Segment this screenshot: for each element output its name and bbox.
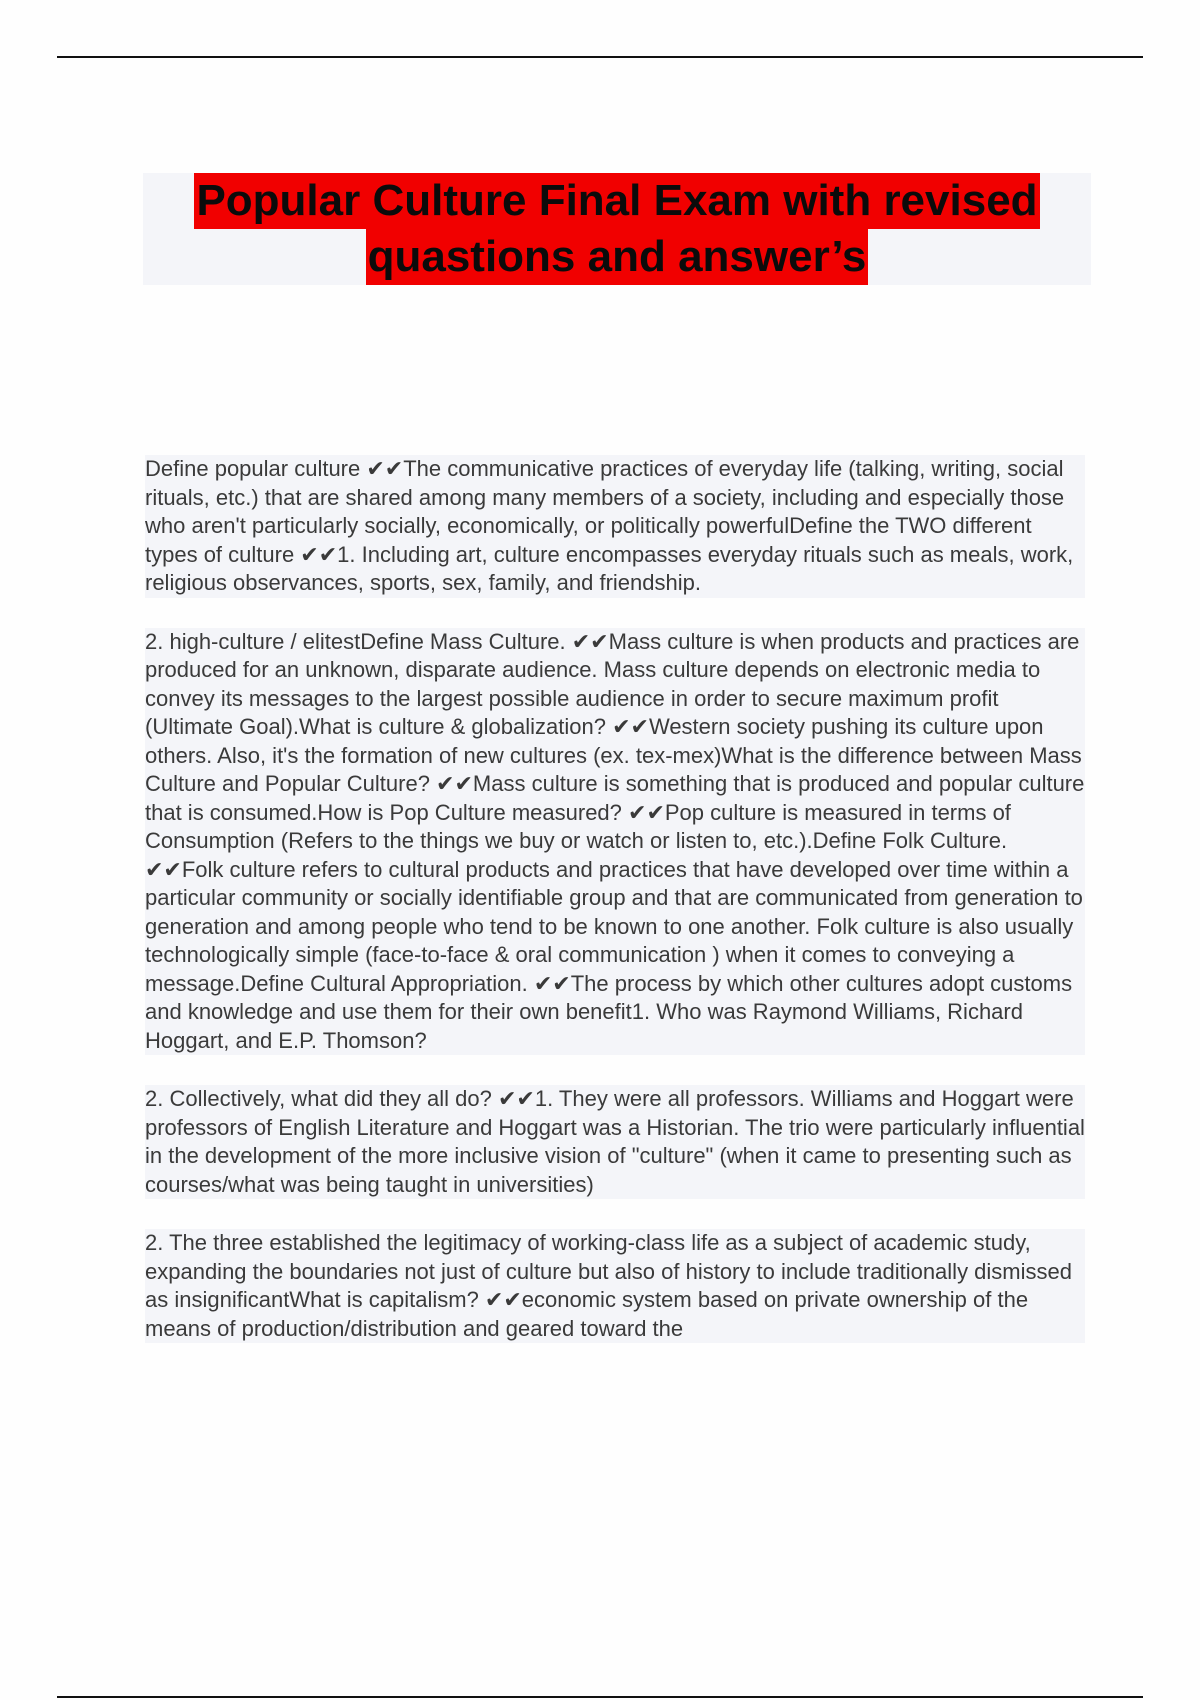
document-title <box>143 173 1091 285</box>
bottom-rule <box>57 1696 1143 1698</box>
document-body <box>145 455 1085 1373</box>
top-rule <box>57 56 1143 58</box>
paragraph-4: 2. The three established the legitimacy of working-class life as a subject of academic study, expanding the boundaries not just of culture but also of history to include traditionally dismissed as insignificantWhat is capitalism? ✔✔economic system based on private ownership of the means of production/distribution and geared toward the <box>145 1229 1085 1343</box>
paragraph-3: 2. Collectively, what did they all do? ✔✔1. They were all professors. Williams and Hoggart were professors of English Literature and Hoggart was a Historian. The trio were particularly influential in the development of the more inclusive vision of "culture" (when it came to presenting such as courses/what was being taught in universities) <box>145 1085 1085 1199</box>
paragraph-2: 2. high-culture / elitestDefine Mass Culture. ✔✔Mass culture is when products and practices are produced for an unknown, disparate audience. Mass culture depends on electronic media to convey its messages to the largest possible audience in order to secure maximum profit (Ultimate Goal).What is culture & globalization? ✔✔Western society pushing its culture upon others. Also, it's the formation of new cultures (ex. tex-mex)What is the difference between Mass Culture and Popular Culture? ✔✔Mass culture is something that is produced and popular culture that is consumed.How is Pop Culture measured? ✔✔Pop culture is measured in terms of Consumption (Refers to the things we buy or watch or listen to, etc.).Define Folk Culture. ✔✔Folk culture refers to cultural products and practices that have developed over time within a particular community or socially identifiable group and that are communicated from generation to generation and among people who tend to be known to one another. Folk culture is also usually technologically simple (face-to-face & oral communication ) when it comes to conveying a message.Define Cultural Appropriation. ✔✔The process by which other cultures adopt customs and knowledge and use them for their own benefit1. Who was Raymond Williams, Richard Hoggart, and E.P. Thomson? <box>145 628 1085 1056</box>
title-line-1: Popular Culture Final Exam with revised <box>194 173 1039 229</box>
paragraph-1: Define popular culture ✔✔The communicative practices of everyday life (talking, writing, social rituals, etc.) that are shared among many members of a society, including and especially those who aren't particularly socially, economically, or politically powerfulDefine the TWO different types of culture ✔✔1. Including art, culture encompasses everyday rituals such as meals, work, religious observances, sports, sex, family, and friendship. <box>145 455 1085 598</box>
title-line-2: quastions and answer’s <box>366 229 869 285</box>
